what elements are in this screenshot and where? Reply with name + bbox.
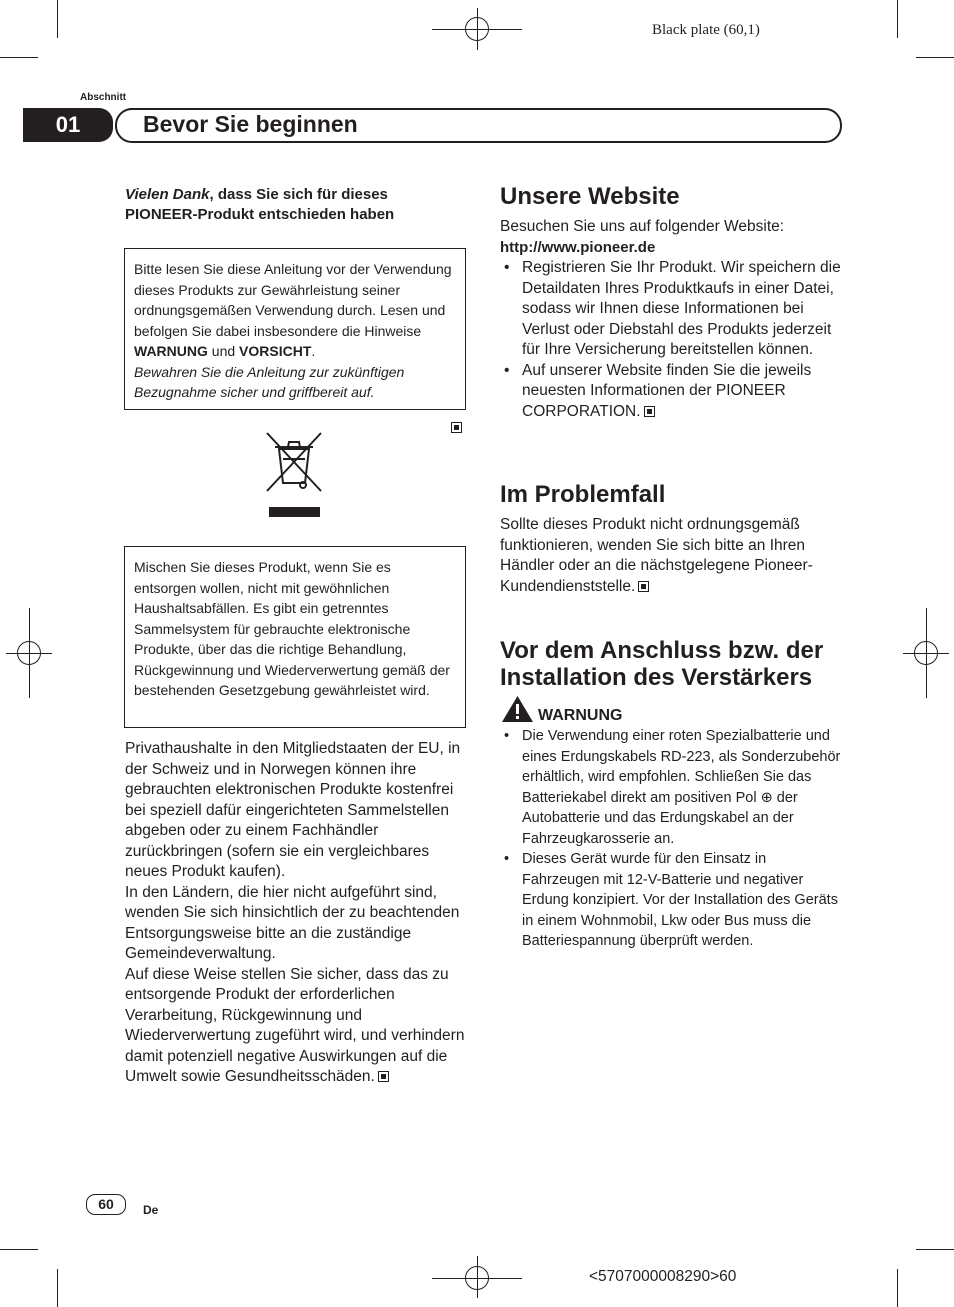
end-mark-icon [638, 581, 649, 592]
page-number: 60 [86, 1194, 126, 1215]
thank-you-rest: , dass Sie sich für dieses PIONEER-Produkt entschieden haben [125, 186, 395, 223]
website-heading: Unsere Website [500, 183, 680, 210]
notice-und: und [207, 343, 240, 359]
thank-you-italic: Vielen Dank [125, 186, 210, 203]
crop-mark [57, 1269, 58, 1307]
problem-heading: Im Problemfall [500, 481, 666, 508]
website-intro: Besuchen Sie uns auf folgender Website: [500, 218, 785, 235]
disposal-paragraphs [125, 739, 467, 1088]
notice-box [124, 248, 466, 410]
problem-text: Sollte dieses Produkt nicht ordnungsgemäß funktionieren, wenden Sie sich bitte an Ihren Händler oder an die nächstgelegene Pioneer-Kundendienststelle. [500, 516, 813, 595]
crop-mark [0, 57, 38, 58]
crop-mark [897, 1269, 898, 1307]
end-mark-icon [378, 1071, 389, 1082]
paragraph: In den Ländern, die hier nicht aufgeführt sind, wenden Sie sich hinsichtlich der zu beachtenden Entsorgungsweise bitte an die zuständige Gemeindeverwaltung. [125, 883, 460, 962]
plus-terminal-icon: ⊕ [760, 789, 773, 806]
warning-label: WARNUNG [538, 707, 623, 724]
plate-label: Black plate (60,1) [652, 22, 760, 38]
document-code: <5707000008290>60 [589, 1268, 737, 1285]
notice-text: Bitte lesen Sie diese Anleitung vor der Verwendung dieses Produkts zur Gewährleistung seiner ordnungsgemäßen Verwendung durch. Lesen und befolgen Sie dabei insbesondere die Hinweise [134, 261, 452, 339]
notice-warnung: WARNUNG [134, 343, 208, 359]
website-section [500, 217, 845, 422]
install-heading-line: Installation des Verstärkers [500, 664, 813, 691]
paragraph: Privathaushalte in den Mitgliedstaaten der EU, in der Schweiz und in Norwegen können ihre gebrauchten elektronischen Produkte kostenfrei bei speziell dafür eingerichteten Sammelstellen abgeben oder zu einem Fachhändler zurückbringen (sofern sie ein vergleichbares neues Produkt kaufen). [125, 740, 461, 880]
end-mark-icon [644, 406, 655, 417]
crop-mark [916, 57, 954, 58]
thank-you-lead [125, 185, 455, 225]
notice-italic: Bewahren Sie die Anleitung zur zukünftigen Bezugnahme sicher und griffbereit auf. [134, 363, 405, 400]
crop-mark [916, 1249, 954, 1250]
list-item: • Auf unserer Website finden Sie die jeweils neuesten Informationen der PIONEER CORPORATION. [500, 361, 845, 423]
list-item: • Dieses Gerät wurde für den Einsatz in Fahrzeugen mit 12-V-Batterie und negativer Erdung konzipiert. Vor der Installation des Geräts in einem Wohnmobil, Lkw oder Bus muss die Batteriespannung überprüft werden. [500, 849, 845, 952]
section-number: 01 [23, 108, 113, 142]
section-label: Abschnitt [80, 92, 127, 103]
section-title: Bevor Sie beginnen [143, 111, 358, 137]
language-code: De [143, 1203, 159, 1217]
weee-crossed-bin-icon [263, 431, 325, 521]
notice-dot: . [311, 343, 316, 359]
install-heading [500, 637, 850, 691]
notice-vorsicht: VORSICHT [239, 343, 312, 359]
install-heading-line: Vor dem Anschluss bzw. der [500, 637, 824, 664]
list-item: • Die Verwendung einer roten Spezialbatterie und eines Erdungskabels RD-223, als Sonderzubehör erhältlich, wird empfohlen. Schließen Sie das Batteriekabel direkt am positiven Pol ⊕ der Autobatterie und das Erdungskabel an der Fahrzeugkarosserie an. [500, 726, 845, 849]
end-mark-icon [451, 422, 462, 433]
website-bullets [500, 258, 845, 422]
website-url[interactable]: http://www.pioneer.de [500, 238, 656, 256]
crop-mark [897, 0, 898, 38]
crop-mark [0, 1249, 38, 1250]
warning-triangle-icon [501, 695, 534, 723]
list-item: • Registrieren Sie Ihr Produkt. Wir speichern die Detaildaten Ihres Produktkaufs in einer Datei, sodass wir Ihnen diese Informationen bei Verlust oder Diebstahl des Produkts jederzeit für Ihre Versicherung bereitstellen können. [500, 258, 845, 361]
paragraph: Auf diese Weise stellen Sie sicher, dass das zu entsorgende Produkt der erforderlichen Verarbeitung, Rückgewinnung und Wiederverwertung zugeführt wird, und verhindern damit potenziell negative Auswirkungen auf die Umwelt sowie Gesundheitsschäden. [125, 965, 465, 1085]
crop-mark [57, 0, 58, 38]
install-bullets [500, 726, 845, 952]
disposal-box: Mischen Sie dieses Produkt, wenn Sie es entsorgen wollen, nicht mit gewöhnlichen Haushaltsabfällen. Es gibt ein getrenntes Sammelsystem für gebrauchte elektronische Produkte, über das die richtige Behandlung, Rückgewinnung und Wiederverwertung gemäß der bestehenden Gesetzgebung gewährleistet wird. [124, 546, 466, 728]
